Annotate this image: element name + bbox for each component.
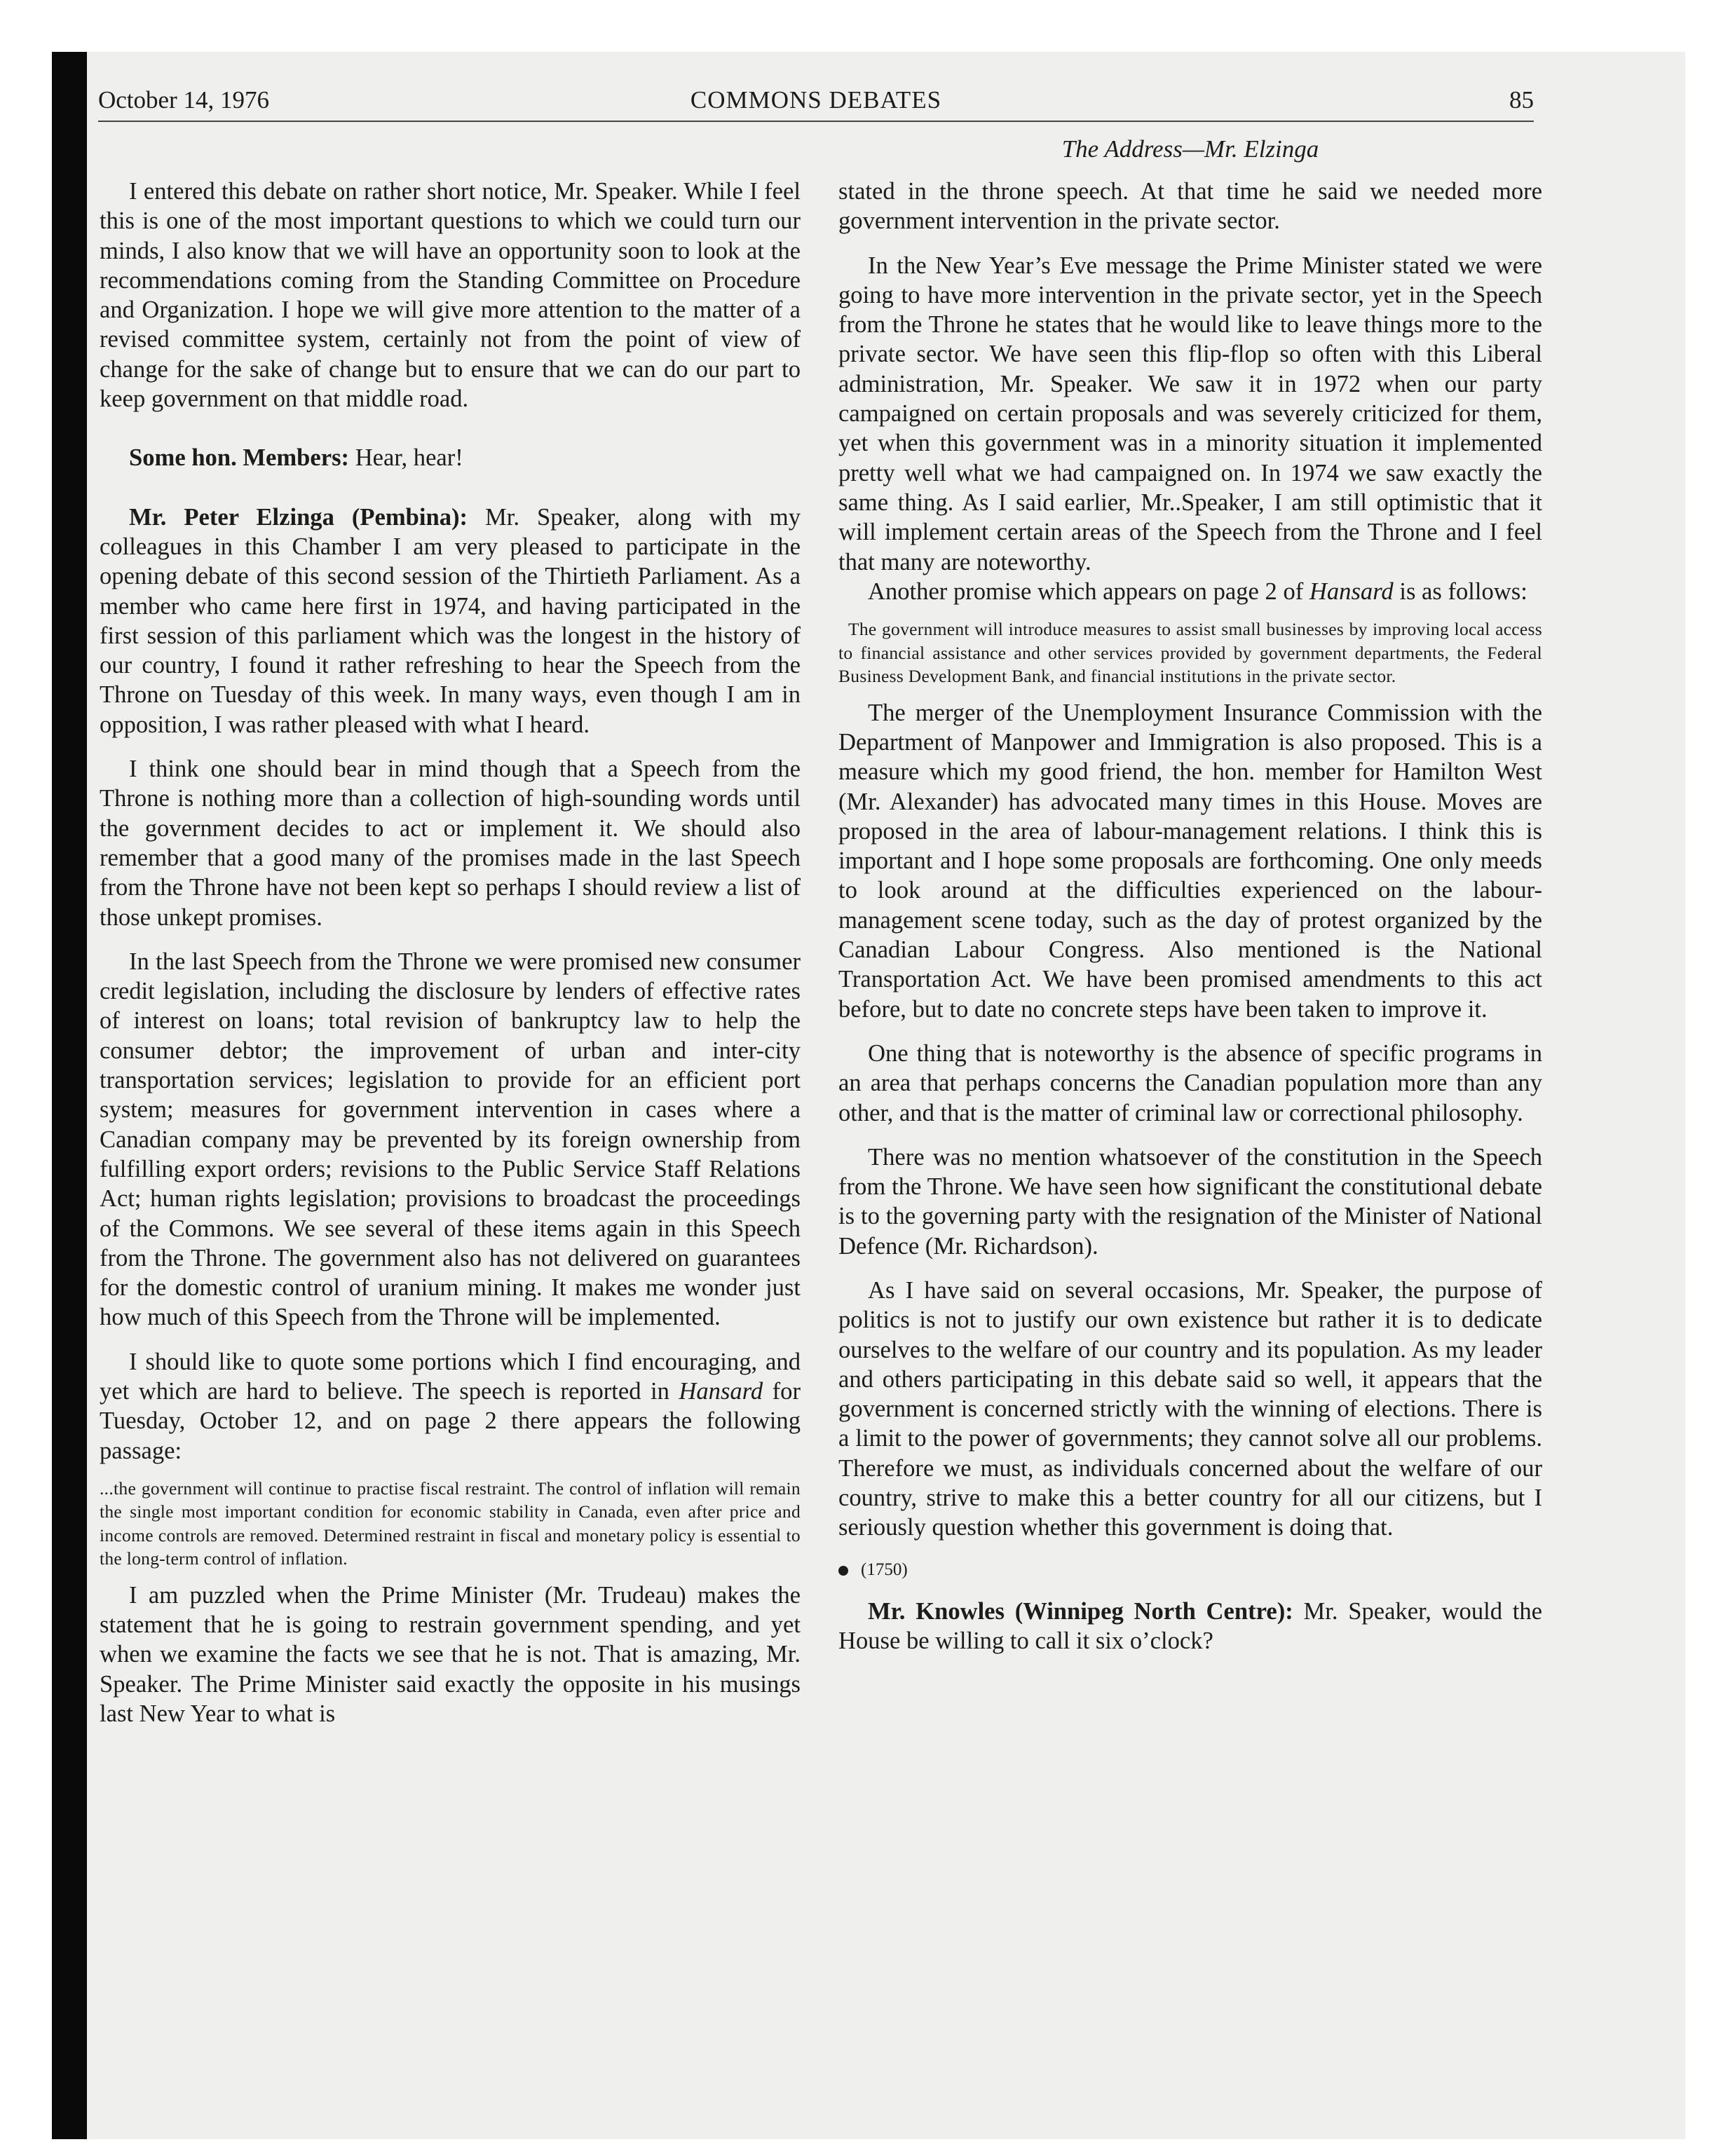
running-head: The Address—Mr. Elzinga	[1061, 135, 1319, 163]
paragraph: I am puzzled when the Prime Minister (Mr. Trudeau) makes the statement that he is going to restrain government spending, and yet when we examine the facts we see that he is not. That is amazing, Mr. Speaker. The Prime Minister said exactly the opposite in his musings last New Year to what is	[100, 1581, 801, 1728]
text-run: I should like to quote some portions which I find encouraging, and yet which are hard to believe. The speech is reported in	[100, 1348, 801, 1405]
paragraph: One thing that is noteworthy is the absence of specific programs in an area that perhaps concerns the Canadian population more than any other, and that is the matter of criminal law or correctional philosophy.	[838, 1039, 1542, 1126]
speaker-name: Some hon. Members:	[129, 444, 350, 472]
paragraph: I entered this debate on rather short notice, Mr. Speaker. While I feel this is one of the most important questions to which we could turn our minds, I also know that we will have an opportunity soon to look at the recommendations coming from the Standing Committee on Procedure and Organization. I hope we will give more attention to the matter of a revised committee system, certainly not from the point of view of change for the sake of change but to ensure that we can do our part to keep government on that middle road.	[100, 178, 801, 413]
paragraph: As I have said on several occasions, Mr. Speaker, the purpose of politics is not to justify our own existence but rather it is to dedicate ourselves to the welfare of our country and its population. As my leader and others participating in this debate said so well, it appears that the government is concerned strictly with the winning of elections. There is a limit to the power of governments; they cannot solve all our problems. Therefore we must, as individuals concerned about the welfare of our country, strive to make this a better country for all our citizens, but I seriously question whether this government is doing that.	[838, 1277, 1542, 1541]
header-rule	[98, 121, 1534, 122]
bullet-icon	[838, 1566, 848, 1576]
block-quote: The government will introduce measures to assist small businesses by improving local access to financial assistance and other services provided by government departments, the Federal Business Development Bank, and financial institutions in the private sector.	[838, 619, 1542, 687]
header-date: October 14, 1976	[98, 86, 269, 114]
paragraph	[838, 577, 1542, 606]
timestamp	[838, 1558, 1542, 1582]
paragraph: In the New Year’s Eve message the Prime Minister stated we were going to have more intervention in the private sector, yet in the Speech from the Throne he states that he would like to leave things more to the private sector. We have seen this flip-flop so often with this Liberal administration, Mr. Speaker. We saw it in 1972 when our party campaigned on certain proposals and was severely criticized for them, yet when this government was in a minority situation it implemented pretty well what we had campaigned on. In 1974 we saw exactly the same thing. As I said earlier, Mr..Speaker, I am still optimistic that it will implement certain areas of the Speech from the Throne and I feel that many are noteworthy.	[838, 252, 1542, 575]
text-run: Another promise which appears on page 2 of	[868, 578, 1304, 605]
speech-text: Mr. Speaker, along with my colleagues in this Chamber I am very pleased to participate in the opening debate of this second session of the Thirtieth Parliament. As a member who came here first in 1974, and having participated in the first session of this parliament which was the longest in the history of our country, I found it rather refreshing to hear the Speech from the Throne on Tuesday of this week. In many ways, even though I am in opposition, I was rather pleased with what I heard.	[100, 503, 801, 738]
right-column	[838, 177, 1542, 1656]
speaker-name: Mr. Knowles (Winnipeg North Centre):	[868, 1597, 1293, 1625]
left-column	[100, 177, 801, 1728]
paragraph-continued: stated in the throne speech. At that time he said we needed more government intervention in the private sector.	[838, 178, 1542, 235]
block-quote: ...the government will continue to practise fiscal restraint. The control of inflation will remain the single most important condition for economic stability in Canada, even after price and income controls are removed. Determined restraint in fiscal and monetary policy is essential to the long-term control of inflation.	[100, 1478, 801, 1569]
binding-edge	[52, 52, 87, 2139]
speech-text: Mr. Speaker, would the House be willing to call it six o’clock?	[838, 1597, 1543, 1654]
header-publication: COMMONS DEBATES	[690, 86, 942, 114]
paragraph: There was no mention whatsoever of the constitution in the Speech from the Throne. We have seen how significant the constitutional debate is to the governing party with the resignation of the Minister of National Defence (Mr. Richardson).	[838, 1143, 1542, 1260]
text-run: is as follows:	[1399, 578, 1528, 605]
speech-text: Hear, hear!	[355, 444, 463, 472]
speaker-name: Mr. Peter Elzinga (Pembina):	[129, 503, 468, 531]
text-run: for Tuesday, October 12, and on page 2 there appears the following passage:	[100, 1377, 801, 1464]
paragraph: The merger of the Unemployment Insurance Commission with the Department of Manpower and Immigration is also proposed. This is a measure which my good friend, the hon. member for Hamilton West (Mr. Alexander) has advocated many times in this House. Moves are proposed in the area of labour-management relations. I think this is important and I hope some proposals are forthcoming. One only meeds to look around at the difficulties experienced on the labour- management scene today, such as the day of protest organized by the Canadian Labour Congress. Also mentioned is the National Transportation Act. We have been promised amendments to this act before, but to date no concrete steps have been taken to improve it.	[838, 699, 1542, 1023]
speech-knowles	[838, 1597, 1542, 1656]
speech-elzinga	[100, 503, 801, 739]
interjection	[100, 443, 801, 472]
hansard-reference: Hansard	[679, 1377, 763, 1405]
paragraph: I think one should bear in mind though that a Speech from the Throne is nothing more than a collection of high-sounding words until the government decides to act or implement it. We should also remember that a good many of the promises made in the last Speech from the Throne have not been kept so perhaps I should review a list of those unkept promises.	[100, 756, 801, 931]
header-page-number: 85	[1509, 86, 1534, 114]
hansard-reference: Hansard	[1309, 578, 1394, 605]
page-header	[98, 83, 1534, 118]
timestamp-text: (1750)	[861, 1560, 908, 1579]
paragraph: In the last Speech from the Throne we were promised new consumer credit legislation, including the disclosure by lenders of effective rates of interest on loans; total revision of bankruptcy law to help the consumer debtor; the improvement of urban and inter-city transportation services; legislation to provide for an efficient port system; measures for government intervention in cases where a Canadian company may be prevented by its foreign ownership from fulfilling export orders; revisions to the Public Service Staff Relations Act; human rights legislation; provisions to broadcast the proceedings of the Commons. We see several of these items again in this Speech from the Throne. The government also has not delivered on guarantees for the domestic control of uranium mining. It makes me wonder just how much of this Speech from the Throne will be implemented.	[100, 948, 801, 1331]
paragraph	[100, 1347, 801, 1466]
